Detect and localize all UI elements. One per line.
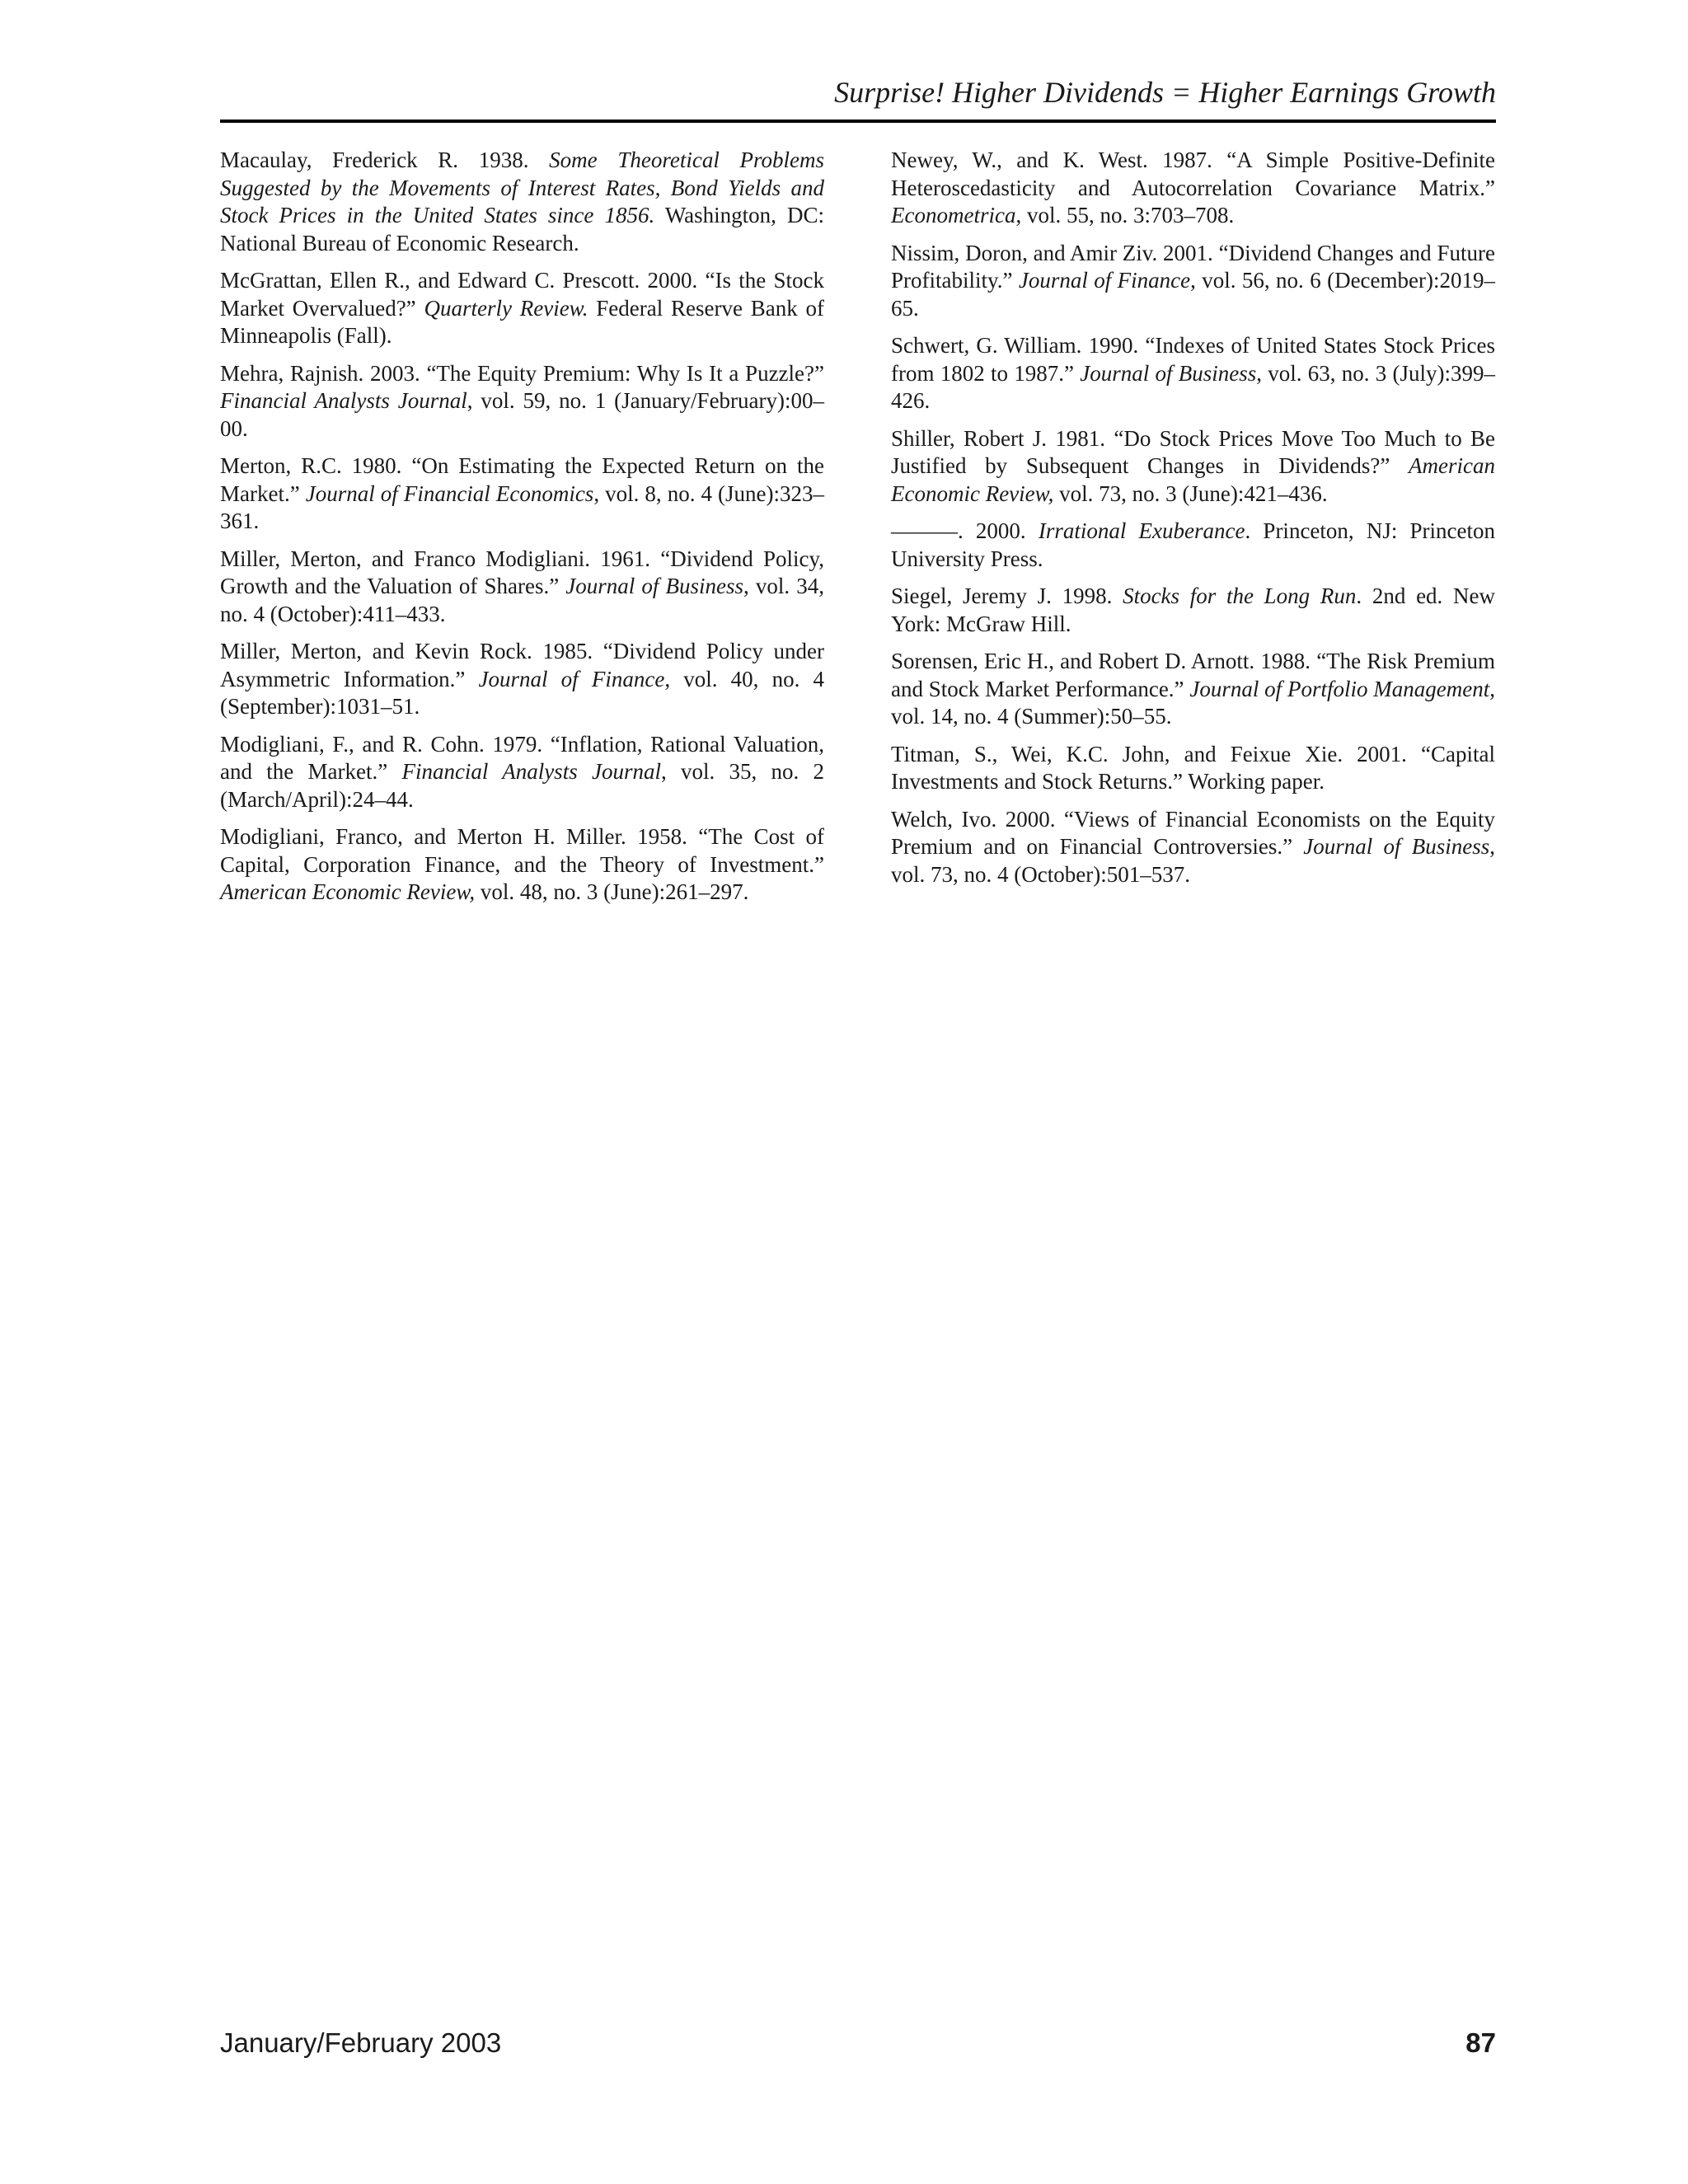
footer-issue-date: January/February 2003	[220, 2027, 502, 2058]
reference-entry: Macaulay, Frederick R. 1938. Some Theoretical Problems Suggested by the Movements of Interest Rates, Bond Yields and Stock Prices in the United States since 1856. Washington, DC: National Bureau of Economic Research.	[220, 148, 825, 255]
reference-entry: Welch, Ivo. 2000. “Views of Financial Economists on the Equity Premium and on Financial Controversies.” Journal of Business, vol. 73, no. 4 (October):501–537.	[891, 806, 1495, 887]
reference-entry: Titman, S., Wei, K.C. John, and Feixue Xie. 2001. “Capital Investments and Stock Returns.” Working paper.	[891, 741, 1495, 794]
reference-entry: Modigliani, F., and R. Cohn. 1979. “Inflation, Rational Valuation, and the Market.” Financial Analysts Journal, vol. 35, no. 2 (March/April):24–44.	[220, 731, 824, 812]
reference-entry: Miller, Merton, and Franco Modigliani. 1961. “Dividend Policy, Growth and the Valuation of Shares.” Journal of Business, vol. 34, no. 4 (October):411–433.	[220, 546, 824, 626]
running-head-title: Surprise! Higher Dividends = Higher Earnings Growth	[834, 76, 1496, 109]
references-left-column	[220, 147, 824, 916]
reference-entry: McGrattan, Ellen R., and Edward C. Prescott. 2000. “Is the Stock Market Overvalued?” Quarterly Review. Federal Reserve Bank of Minneapolis (Fall).	[220, 268, 825, 348]
reference-entry: Merton, R.C. 1980. “On Estimating the Expected Return on the Market.” Journal of Financial Economics, vol. 8, no. 4 (June):323–361.	[220, 453, 825, 533]
reference-entry: Siegel, Jeremy J. 1998. Stocks for the Long Run. 2nd ed. New York: McGraw Hill.	[891, 583, 1495, 636]
reference-entry: ———. 2000. Irrational Exuberance. Princeton, NJ: Princeton University Press.	[891, 518, 1496, 571]
reference-entry: Mehra, Rajnish. 2003. “The Equity Premium: Why Is It a Puzzle?” Financial Analysts Journal, vol. 59, no. 1 (January/February):00–00.	[220, 360, 825, 441]
reference-entry: Newey, W., and K. West. 1987. “A Simple Positive-Definite Heteroscedasticity and Autocorrelation Covariance Matrix.” Econometrica, vol. 55, no. 3:703–708.	[891, 148, 1495, 227]
reference-entry: Schwert, G. William. 1990. “Indexes of United States Stock Prices from 1802 to 1987.” Journal of Business, vol. 63, no. 3 (July):399–426.	[891, 333, 1495, 413]
references-right-column	[891, 147, 1495, 898]
reference-entry: Modigliani, Franco, and Merton H. Miller. 1958. “The Cost of Capital, Corporation Finance, and the Theory of Investment.” American Economic Review, vol. 48, no. 3 (June):261–297.	[220, 824, 824, 904]
reference-entry: Shiller, Robert J. 1981. “Do Stock Prices Move Too Much to Be Justified by Subsequent Changes in Dividends?” American Economic Review, vol. 73, no. 3 (June):421–436.	[891, 425, 1495, 506]
footer-page-number: 87	[1465, 2027, 1496, 2058]
reference-entry: Sorensen, Eric H., and Robert D. Arnott. 1988. “The Risk Premium and Stock Market Performance.” Journal of Portfolio Management, vol. 14, no. 4 (Summer):50–55.	[891, 649, 1495, 729]
reference-entry: Nissim, Doron, and Amir Ziv. 2001. “Dividend Changes and Future Profitability.” Journal of Finance, vol. 56, no. 6 (December):2019–65.	[891, 240, 1495, 321]
header-rule	[220, 120, 1496, 123]
reference-entry: Miller, Merton, and Kevin Rock. 1985. “Dividend Policy under Asymmetric Information.” Journal of Finance, vol. 40, no. 4 (September):1031–51.	[220, 639, 824, 719]
